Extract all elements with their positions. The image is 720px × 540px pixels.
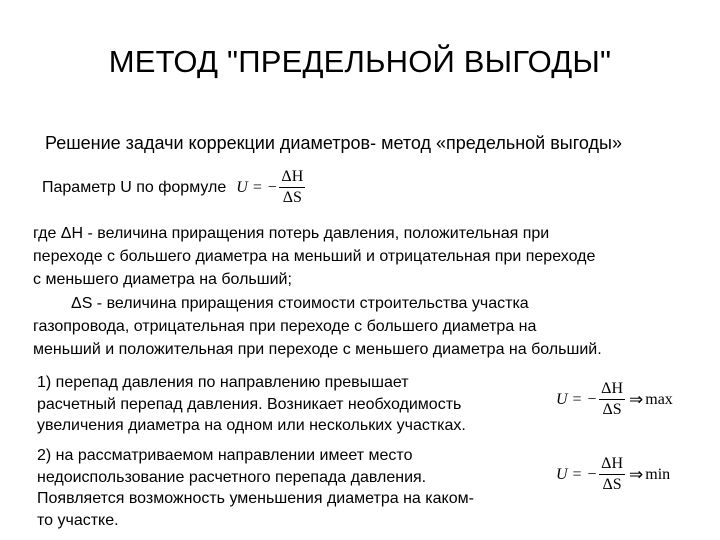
formula-numerator: ΔH <box>279 168 305 188</box>
definition-line: где ΔH - величина приращения потерь давления, положительная при <box>33 225 550 242</box>
definition-line: газопровода, отрицательная при переходе с большего диаметра на <box>33 317 537 335</box>
definition-line: меньший и положительная при переходе с меньшего диаметра на больший. <box>33 341 602 359</box>
case-1-line: расчетный перепад давления. Возникает необходимость <box>37 395 462 413</box>
formula-result: max <box>645 390 673 408</box>
definition-line: ΔS - величина приращения стоимости строительства участка <box>71 294 529 312</box>
case-2-line: 2) на рассматриваемом направлении имеет место <box>37 447 413 464</box>
slide-title: МЕТОД "ПРЕДЕЛЬНОЙ ВЫГОДЫ" <box>108 44 612 79</box>
case-2-formula <box>556 455 670 494</box>
case-2-text <box>37 445 557 531</box>
formula-fraction <box>599 455 625 494</box>
formula-denominator: ΔS <box>602 476 622 493</box>
implies-arrow-icon: ⇒ <box>629 464 644 484</box>
case-1-text <box>37 372 557 437</box>
slide-subtitle: Решение задачи коррекции диаметров- метод «предельной выгоды» <box>45 133 622 153</box>
case-1-formula <box>556 380 673 419</box>
case-1-line: увеличения диаметра на одном или нескольких участках. <box>37 417 466 434</box>
formula-numerator: ΔH <box>599 455 625 475</box>
formula-lhs: U = − <box>556 465 598 483</box>
implies-arrow-icon: ⇒ <box>629 389 644 409</box>
formula-lhs: U = − <box>556 390 598 408</box>
formula-fraction <box>599 380 625 419</box>
definition-line: с меньшего диаметра на больший; <box>33 271 292 289</box>
case-2-line: то участке. <box>37 511 119 529</box>
parameter-formula <box>236 168 307 207</box>
formula-lhs: U = − <box>236 178 278 196</box>
formula-numerator: ΔH <box>599 380 625 400</box>
case-2-line: Появляется возможность уменьшения диаметра на каком- <box>37 490 474 507</box>
parameter-row <box>42 168 307 207</box>
formula-denominator: ΔS <box>282 189 302 206</box>
definitions-block <box>33 222 703 361</box>
formula-result: min <box>645 465 671 483</box>
formula-fraction <box>279 168 305 207</box>
case-1-line: 1) перепад давления по направлению превышает <box>37 374 409 391</box>
case-2-line: недоиспользование расчетного перепада давления. <box>37 468 427 486</box>
definition-line: переходе с большего диаметра на меньший и отрицательная при переходе <box>33 248 596 266</box>
formula-denominator: ΔS <box>602 401 622 418</box>
parameter-label: Параметр U по формуле <box>42 178 227 196</box>
